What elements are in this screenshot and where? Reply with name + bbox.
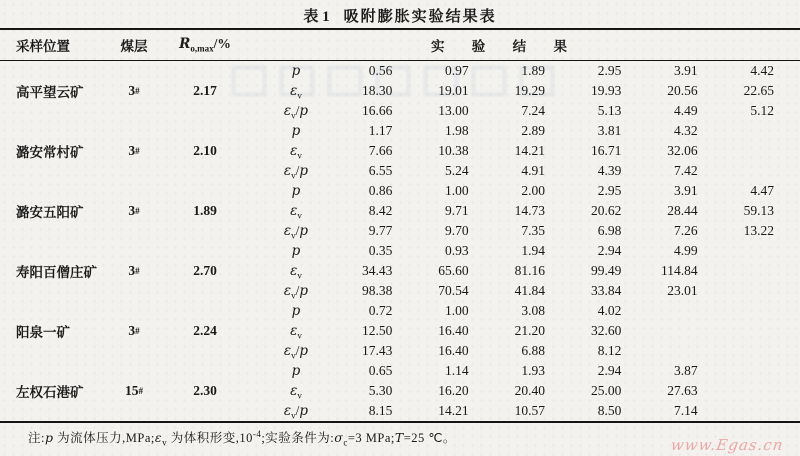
value-cell: 2.94 <box>597 243 622 258</box>
seam-cell: 3 # <box>128 143 140 158</box>
value-cell <box>724 361 800 381</box>
value-cell: 21.20 <box>514 323 545 338</box>
ro-max-cell: 2.70 <box>193 263 217 278</box>
param-label: p <box>291 243 301 259</box>
value-cell: 19.01 <box>438 83 469 98</box>
value-cell <box>724 401 800 426</box>
param-label: p <box>291 183 301 199</box>
value-cell: 41.84 <box>514 283 545 298</box>
measure-row-ev <box>250 141 800 161</box>
value-cell: 8.15 <box>368 403 393 418</box>
param-label: $\varepsilon_v/p$ <box>283 223 309 241</box>
value-cell: 7.14 <box>674 403 698 418</box>
location-cell: 阳泉一矿 <box>16 325 70 340</box>
ro-max-cell: 2.17 <box>193 83 217 98</box>
value-cell: 16.71 <box>590 143 622 158</box>
value-cell: 25.00 <box>590 383 622 398</box>
value-cell: 59.13 <box>743 203 774 218</box>
value-cell: 3.91 <box>674 183 698 198</box>
value-cell: 4.42 <box>750 63 774 78</box>
value-cell: 1.00 <box>445 183 469 198</box>
measure-row-ev <box>250 381 800 401</box>
value-cell: 2.89 <box>521 123 545 138</box>
measure-row-p <box>250 241 800 261</box>
measure-rows <box>250 181 800 241</box>
measure-rows <box>250 301 800 361</box>
value-cell: 4.91 <box>521 163 545 178</box>
value-cell: 22.65 <box>743 83 774 98</box>
value-cell: 1.00 <box>445 303 469 318</box>
header-results: 实 验 结 果 <box>430 39 580 54</box>
location-cell: 高平望云矿 <box>16 85 84 100</box>
header-location: 采样位置 <box>16 39 70 54</box>
value-cell: 0.65 <box>368 363 393 378</box>
table-row <box>0 61 800 121</box>
value-cell: 14.73 <box>514 203 545 218</box>
value-cell: 16.20 <box>438 383 469 398</box>
seam-cell: 15 # <box>125 383 143 398</box>
param-label: $\varepsilon_v/p$ <box>283 403 309 421</box>
value-cell: 10.57 <box>514 403 545 418</box>
measure-row-evp <box>250 161 800 181</box>
table-title-text: 吸附膨胀实验结果表 <box>343 9 497 25</box>
seam-cell: 3 # <box>128 323 140 338</box>
value-cell: 0.86 <box>368 183 393 198</box>
table-header-row <box>0 30 800 61</box>
value-cell: 5.13 <box>597 103 622 118</box>
value-cell: 5.30 <box>368 383 393 398</box>
value-cell: 9.71 <box>445 203 469 218</box>
value-cell: 2.95 <box>597 183 622 198</box>
site-watermark: www.Egas.cn <box>670 436 786 454</box>
param-label: $\varepsilon_v/p$ <box>283 163 309 181</box>
value-cell: 2.95 <box>597 63 622 78</box>
value-cell: 3.87 <box>674 363 698 378</box>
param-label: $\varepsilon_v/p$ <box>283 103 309 121</box>
value-cell: 3.91 <box>674 63 698 78</box>
value-cell: 1.89 <box>521 63 545 78</box>
value-cell: 70.54 <box>438 283 469 298</box>
value-cell: 0.97 <box>445 63 469 78</box>
location-cell: 左权石港矿 <box>16 385 84 400</box>
value-cell: 14.21 <box>514 143 545 158</box>
value-cell: 5.12 <box>750 103 774 118</box>
measure-rows <box>250 241 800 301</box>
value-cell: 4.47 <box>750 183 774 198</box>
header-seam: 煤层 <box>120 39 148 54</box>
value-cell: 9.70 <box>445 223 469 238</box>
table-row <box>0 121 800 181</box>
ro-max-cell: 2.10 <box>193 143 217 158</box>
measure-row-ev <box>250 81 800 101</box>
measure-row-p <box>250 301 800 321</box>
table-row <box>0 241 800 301</box>
value-cell: 12.50 <box>361 323 393 338</box>
value-cell <box>724 121 800 141</box>
measure-row-p <box>250 121 800 141</box>
value-cell: 7.66 <box>368 143 393 158</box>
measure-row-evp <box>250 341 800 361</box>
value-cell: 9.77 <box>368 223 393 238</box>
value-cell <box>724 301 800 321</box>
value-cell: 7.26 <box>674 223 698 238</box>
table-footnote: 注:p 为流体压力$,MPa;\varepsilon_v$ 为体积形变$,10^{-4}$;实验条件为$:\sigma_c=3$ MPa;T=25 ℃。 <box>28 428 456 448</box>
value-cell: 4.32 <box>674 123 698 138</box>
value-cell: 1.93 <box>521 363 545 378</box>
value-cell: 2.00 <box>521 183 545 198</box>
results-table <box>0 28 800 423</box>
value-cell: 5.24 <box>445 163 469 178</box>
value-cell: 3.08 <box>521 303 545 318</box>
value-cell: 2.94 <box>597 363 622 378</box>
param-label: $\varepsilon_v$ <box>290 83 302 101</box>
value-cell: 20.62 <box>590 203 622 218</box>
measure-row-p <box>250 181 800 201</box>
value-cell: 114.84 <box>661 263 698 278</box>
value-cell: 7.24 <box>521 103 545 118</box>
location-cell: 寿阳百僧庄矿 <box>16 265 97 280</box>
param-label: $\varepsilon_v$ <box>290 203 302 221</box>
param-label: $\varepsilon_v$ <box>290 383 302 401</box>
measure-row-ev <box>250 201 800 221</box>
value-cell: 98.38 <box>361 283 393 298</box>
value-cell: 23.01 <box>667 283 698 298</box>
measure-row-ev <box>250 321 800 341</box>
value-cell: 17.43 <box>361 343 393 358</box>
value-cell: 1.14 <box>445 363 469 378</box>
value-cell: 1.98 <box>445 123 469 138</box>
param-label: $\varepsilon_v/p$ <box>283 283 309 301</box>
value-cell: 32.06 <box>667 143 698 158</box>
measure-row-evp <box>250 281 800 301</box>
value-cell: 18.30 <box>361 83 393 98</box>
value-cell: 4.49 <box>674 103 698 118</box>
measure-row-p <box>250 361 800 381</box>
measure-rows <box>250 121 800 181</box>
value-cell: 1.94 <box>521 243 545 258</box>
header-ro-max: $R_{o,max}/\%$ <box>179 36 231 54</box>
value-cell: 6.55 <box>368 163 393 178</box>
location-cell: 潞安常村矿 <box>16 145 84 160</box>
value-cell: 28.44 <box>667 203 698 218</box>
table-number: 表 1 <box>303 9 330 25</box>
param-label: p <box>291 63 301 79</box>
measure-row-ev <box>250 261 800 281</box>
value-cell: 7.42 <box>674 163 698 178</box>
table-body <box>0 61 800 421</box>
value-cell: 16.40 <box>438 323 469 338</box>
value-cell: 27.63 <box>667 383 698 398</box>
value-cell: 20.40 <box>514 383 545 398</box>
param-label: $\varepsilon_v/p$ <box>283 343 309 361</box>
value-cell: 34.43 <box>361 263 393 278</box>
value-cell: 4.02 <box>597 303 622 318</box>
value-cell: 7.35 <box>521 223 545 238</box>
param-label: $\varepsilon_v$ <box>290 323 302 341</box>
value-cell: 19.29 <box>514 83 545 98</box>
measure-rows <box>250 361 800 421</box>
seam-cell: 3 # <box>128 263 140 278</box>
measure-row-evp <box>250 101 800 121</box>
measure-row-p <box>250 61 800 81</box>
value-cell: 3.81 <box>597 123 622 138</box>
value-cell: 4.39 <box>597 163 622 178</box>
ro-max-cell: 2.24 <box>193 323 217 338</box>
value-cell: 0.35 <box>368 243 393 258</box>
ro-max-cell: 1.89 <box>193 203 217 218</box>
seam-cell: 3 # <box>128 83 140 98</box>
measure-row-evp <box>250 221 800 241</box>
value-cell: 20.56 <box>667 83 698 98</box>
value-cell <box>647 301 723 321</box>
value-cell: 0.72 <box>368 303 393 318</box>
table-row <box>0 181 800 241</box>
value-cell: 65.60 <box>438 263 469 278</box>
seam-cell: 3 # <box>128 203 140 218</box>
param-label: p <box>291 303 301 319</box>
value-cell: 4.99 <box>674 243 698 258</box>
measure-row-evp <box>250 401 800 421</box>
param-label: p <box>291 123 301 139</box>
measure-rows <box>250 61 800 121</box>
table-row <box>0 361 800 421</box>
location-cell: 潞安五阳矿 <box>16 205 84 220</box>
param-label: p <box>291 363 301 379</box>
value-cell: 16.40 <box>438 343 469 358</box>
value-cell: 8.12 <box>597 343 622 358</box>
value-cell: 16.66 <box>361 103 393 118</box>
value-cell: 14.21 <box>438 403 469 418</box>
value-cell: 8.50 <box>597 403 622 418</box>
value-cell: 0.56 <box>368 63 393 78</box>
value-cell: 1.17 <box>368 123 393 138</box>
value-cell: 13.00 <box>438 103 469 118</box>
value-cell: 8.42 <box>368 203 393 218</box>
value-cell: 10.38 <box>438 143 469 158</box>
value-cell: 32.60 <box>590 323 622 338</box>
value-cell: 6.88 <box>521 343 545 358</box>
value-cell: 81.16 <box>514 263 545 278</box>
value-cell: 13.22 <box>743 223 774 238</box>
value-cell <box>724 241 800 261</box>
value-cell: 33.84 <box>590 283 622 298</box>
value-cell: 6.98 <box>597 223 622 238</box>
table-title <box>0 5 800 26</box>
param-label: $\varepsilon_v$ <box>290 263 302 281</box>
ro-max-cell: 2.30 <box>193 383 217 398</box>
value-cell: 99.49 <box>590 263 622 278</box>
param-label: $\varepsilon_v$ <box>290 143 302 161</box>
value-cell: 0.93 <box>445 243 469 258</box>
value-cell: 19.93 <box>590 83 622 98</box>
table-row <box>0 301 800 361</box>
